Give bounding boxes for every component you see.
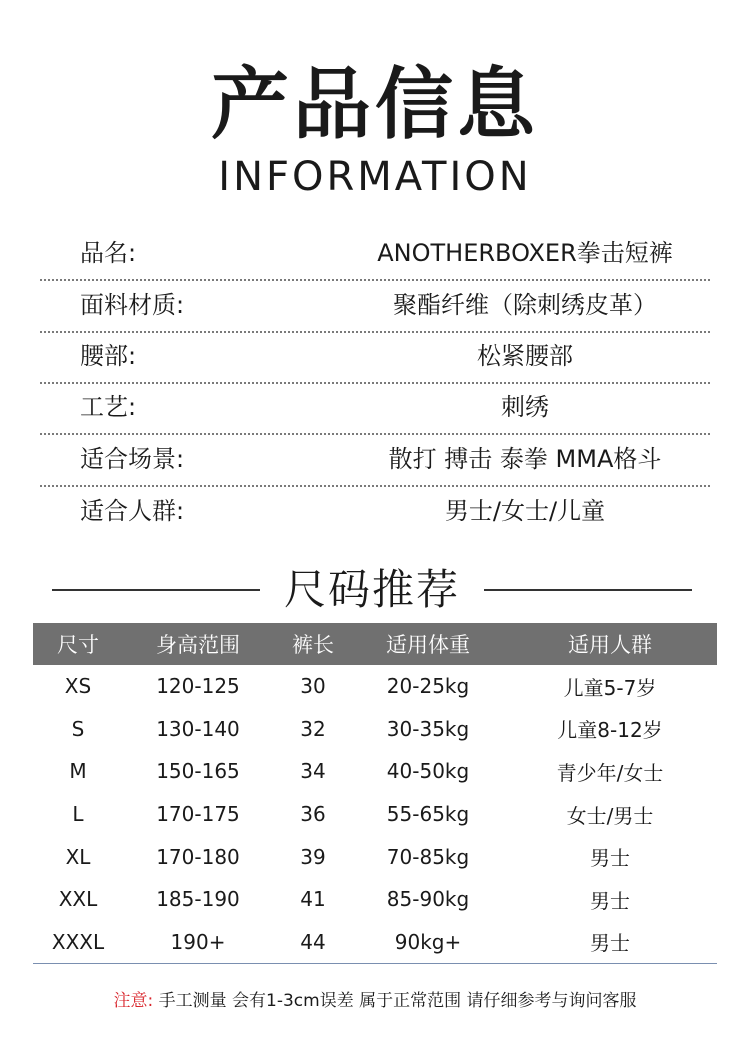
notice-label: 注意: <box>113 991 154 1011</box>
table-cell: XL <box>65 844 91 869</box>
table-cell: 150-165 <box>156 759 240 784</box>
table-cell: 36 <box>300 802 326 827</box>
table-cell: 170-180 <box>156 844 240 869</box>
info-label: 工艺: <box>80 393 137 421</box>
table-row <box>33 750 717 793</box>
table-cell: 130-140 <box>156 716 240 741</box>
table-cell: 40-50kg <box>386 759 470 784</box>
table-cell: XXXL <box>33 921 123 964</box>
info-label: 品名: <box>80 239 137 267</box>
table-cell: 女士/男士 <box>566 803 654 828</box>
info-label: 适合场景: <box>80 445 185 473</box>
size-section-title: 尺码推荐 <box>283 565 460 614</box>
table-cell: 儿童5-7岁 <box>563 675 657 700</box>
table-cell: 120-125 <box>156 674 240 699</box>
info-value: 刺绣 <box>501 393 549 421</box>
table-cell: XS <box>64 674 92 699</box>
table-cell: 185-190 <box>156 887 240 912</box>
info-row-waist <box>40 331 710 384</box>
table-cell: 39 <box>300 844 326 869</box>
table-cell: 70-85kg <box>386 844 470 869</box>
info-value: 聚酯纤维（除刺绣皮革） <box>393 291 657 319</box>
column-header: 适用体重 <box>353 623 503 665</box>
table-row <box>33 835 717 878</box>
table-cell: XXL <box>58 887 98 912</box>
table-row <box>33 793 717 836</box>
info-value: 男士/女士/儿童 <box>444 497 606 525</box>
table-cell: S <box>71 716 85 741</box>
table-row <box>33 878 717 921</box>
measurement-notice <box>0 985 750 1017</box>
page-subtitle: INFORMATION <box>218 154 532 200</box>
table-cell: 男士 <box>590 888 630 913</box>
table-cell: 男士 <box>590 846 630 871</box>
size-section-heading <box>0 560 750 620</box>
table-cell: 30-35kg <box>386 716 470 741</box>
table-cell: 32 <box>300 716 326 741</box>
table-cell: 44 <box>273 921 353 964</box>
table-row <box>33 708 717 751</box>
table-cell: 41 <box>300 887 326 912</box>
table-cell: 85-90kg <box>386 887 470 912</box>
table-cell: M <box>69 759 87 784</box>
info-label: 腰部: <box>80 342 137 370</box>
column-header: 裤长 <box>273 623 353 665</box>
info-row-scenario <box>40 434 710 487</box>
page-title: 产品信息 <box>210 60 539 150</box>
table-cell: 儿童8-12岁 <box>557 718 663 743</box>
info-label: 面料材质: <box>80 291 185 319</box>
size-table <box>33 623 717 964</box>
table-cell: 男士 <box>503 921 717 964</box>
divider <box>52 589 260 591</box>
column-header: 适用人群 <box>503 623 717 665</box>
table-row <box>33 665 717 708</box>
table-cell: 青少年/女士 <box>556 760 664 785</box>
table-row <box>33 921 717 964</box>
table-cell: 190+ <box>123 921 273 964</box>
divider <box>484 589 692 591</box>
table-cell: 30 <box>300 674 326 699</box>
info-value: ANOTHERBOXER拳击短裤 <box>377 239 673 267</box>
table-cell: 90kg+ <box>353 921 503 964</box>
info-value: 散打 搏击 泰拳 MMA格斗 <box>388 445 662 473</box>
column-header: 尺寸 <box>33 623 123 665</box>
column-header: 身高范围 <box>123 623 273 665</box>
table-cell: 20-25kg <box>386 674 470 699</box>
table-cell: L <box>72 802 84 827</box>
info-label: 适合人群: <box>80 497 185 525</box>
info-row-audience <box>40 486 710 537</box>
table-cell: 34 <box>300 759 326 784</box>
notice-text: 手工测量 会有1-3cm误差 属于正常范围 请仔细参考与询问客服 <box>153 991 637 1011</box>
info-row-material <box>40 280 710 333</box>
info-value: 松紧腰部 <box>477 342 573 370</box>
table-cell: 170-175 <box>156 802 240 827</box>
info-row-craft <box>40 382 710 435</box>
info-row-name <box>40 228 710 281</box>
table-cell: 55-65kg <box>386 802 470 827</box>
table-header-row <box>33 623 717 665</box>
